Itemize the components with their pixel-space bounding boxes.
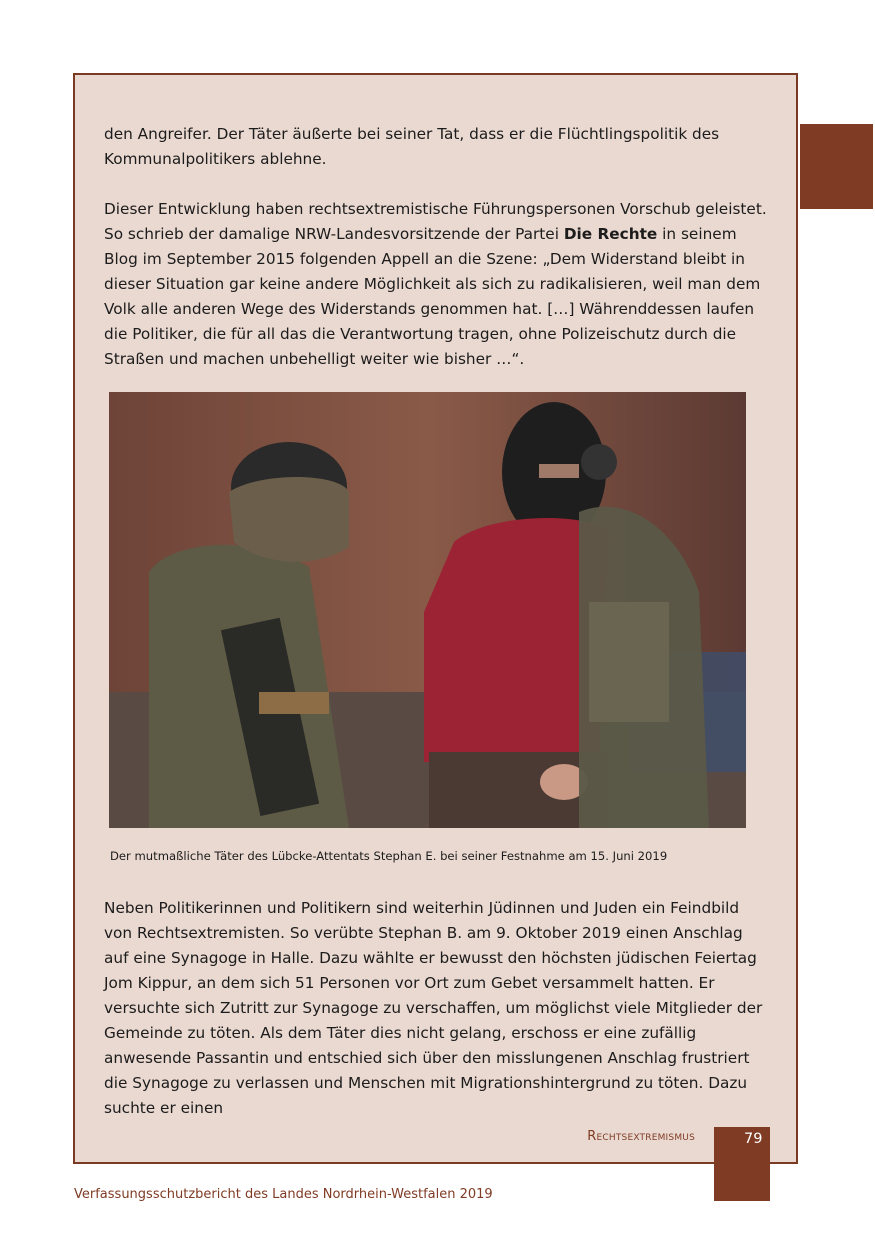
section-label: Rechtsextremismus	[587, 1129, 695, 1144]
page-number: 79	[744, 1131, 763, 1147]
paragraph: Neben Politikerinnen und Politikern sind weiterhin Jüdinnen und Juden ein Feindbild von Rechtsextremisten. So verübte Stephan B. am 9. Oktober 2019 einen Anschlag auf eine Synagoge in Halle. Dazu wählte er bewusst den höchsten jüdischen Feiertag Jom Kippur, an dem sich 51 Personen vor Ort zum Gebet versammelt hatten. Er versuchte sich Zutritt zur Synagoge zu verschaffen, um möglichst viele Mitglieder der Gemeinde zu töten. Als dem Täter dies nicht gelang, erschoss er eine zufällig anwesende Passantin und entschied sich über den misslungenen Anschlag frustriert die Synagoge zu verlassen und Menschen mit Migrationshintergrund zu töten. Dazu suchte er einen	[104, 899, 763, 1117]
photo-caption: Der mutmaßliche Täter des Lübcke-Attentats Stephan E. bei seiner Festnahme am 15. Juni 2019	[110, 849, 668, 863]
arrest-photo	[109, 392, 746, 828]
paragraph: den Angreifer. Der Täter äußerte bei seiner Tat, dass er die Flüchtlingspolitik des Kommunalpolitikers ablehne.	[104, 125, 720, 168]
chapter-tab	[800, 124, 873, 209]
text-block-bottom	[104, 896, 772, 1121]
paragraph: Dieser Entwicklung haben rechtsextremistische Führungspersonen Vorschub geleistet. So schrieb der damalige NRW-Landesvorsitzende der Partei Die Rechte in seinem Blog im September 2015 folgenden Appell an die Szene: „Dem Widerstand bleibt in dieser Situation gar keine andere Möglichkeit als sich zu radikalisieren, weil man dem Volk alle anderen Wege des Widerstands genommen hat. […] Währenddessen laufen die Politiker, die für all das die Verantwortung tragen, ohne Polizeischutz durch die Straßen und machen unbehelligt weiter wie bisher …“.	[104, 200, 767, 368]
text-block-top	[104, 122, 772, 372]
footer-title: Verfassungsschutzbericht des Landes Nordrhein-Westfalen 2019	[74, 1187, 493, 1202]
party-name: Die Rechte	[563, 225, 658, 243]
